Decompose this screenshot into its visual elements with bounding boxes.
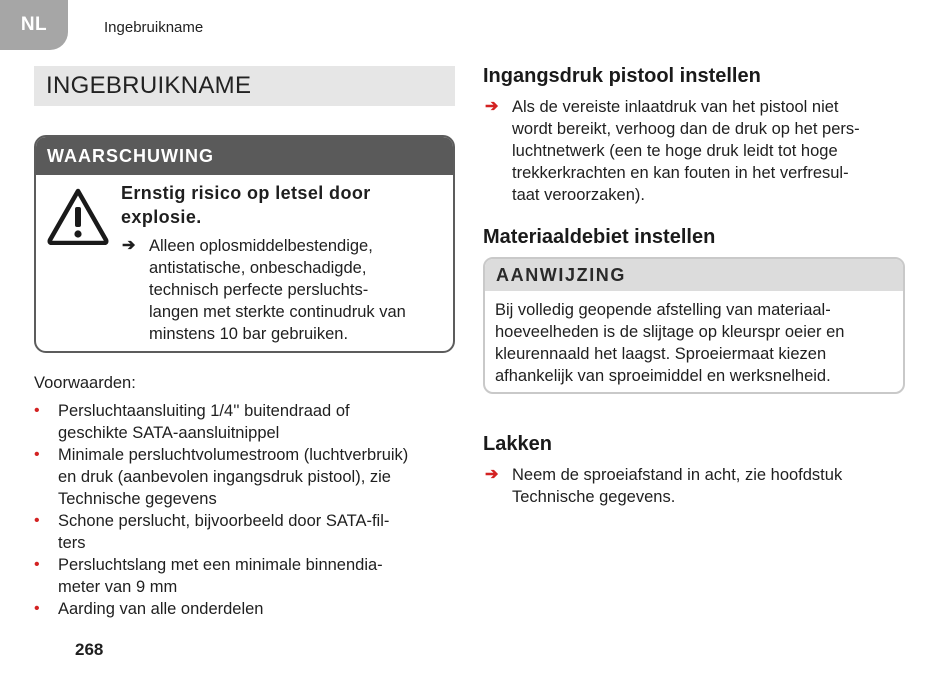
bullet-icon: • bbox=[34, 600, 40, 617]
note-text: Bij volledig geopende afstelling van materiaal- hoeveelheden is de slijtage op kleurspr oeier en kleurennaald het laagst. Sproeiermaat kiezen afhankelijk van sproeimiddel en werksnelheid. bbox=[495, 301, 845, 385]
bullet-icon: • bbox=[34, 512, 40, 529]
page-number: 268 bbox=[75, 640, 104, 659]
header-title: Ingebruikname bbox=[104, 19, 204, 36]
warning-heading: Ernstig risico op letsel door explosie. bbox=[121, 183, 371, 227]
list-item: • Schone perslucht, bijvoorbeeld door SATA-fil- ters bbox=[34, 512, 390, 552]
warning-text: Alleen oplosmiddelbestendige, antistatische, onbeschadigde, technisch perfecte persluchts- langen met sterkte continudruk van minstens 10 bar gebruiken. bbox=[149, 237, 406, 343]
warning-label: WAARSCHUWING bbox=[36, 137, 453, 175]
bullet-icon: • bbox=[34, 402, 40, 419]
language-tab: NL bbox=[0, 0, 68, 50]
conditions-intro: Voorwaarden: bbox=[34, 374, 136, 392]
warning-box bbox=[34, 135, 455, 353]
warning-triangle-icon bbox=[46, 187, 110, 245]
arrow-icon: ➔ bbox=[485, 466, 499, 483]
list-item: • Persluchtslang met een minimale binnendia- meter van 9 mm bbox=[34, 556, 383, 596]
bullet-icon: • bbox=[34, 446, 40, 463]
note-label: AANWIJZING bbox=[485, 259, 903, 291]
section-title-input-pressure: Ingangsdruk pistool instellen bbox=[483, 65, 761, 87]
section-title-material-flow: Materiaaldebiet instellen bbox=[483, 226, 716, 248]
arrow-icon: ➔ bbox=[485, 98, 499, 115]
chapter-title: INGEBRUIKNAME bbox=[34, 66, 455, 106]
section-title-painting: Lakken bbox=[483, 433, 552, 455]
list-item: • Persluchtaansluiting 1/4'' buitendraad of geschikte SATA-aansluitnippel bbox=[34, 402, 350, 442]
note-box bbox=[483, 257, 905, 394]
section-text-painting: Neem de sproeiafstand in acht, zie hoofdstuk Technische gegevens. bbox=[512, 466, 843, 506]
list-item: • Minimale persluchtvolumestroom (luchtverbruik) en druk (aanbevolen ingangsdruk pistool), zie Technische gegevens bbox=[34, 446, 409, 508]
bullet-icon: • bbox=[34, 556, 40, 573]
section-text-input-pressure: Als de vereiste inlaatdruk van het pistool niet wordt bereikt, verhoog dan de druk op het pers- luchtnetwerk (een te hoge druk leidt tot hoge trekkerkrachten en kan fouten in het verfresul- taat veroorzaken). bbox=[512, 98, 860, 204]
arrow-icon: ➔ bbox=[122, 237, 136, 254]
list-item: • Aarding van alle onderdelen bbox=[34, 600, 264, 618]
conditions-list bbox=[34, 400, 459, 620]
